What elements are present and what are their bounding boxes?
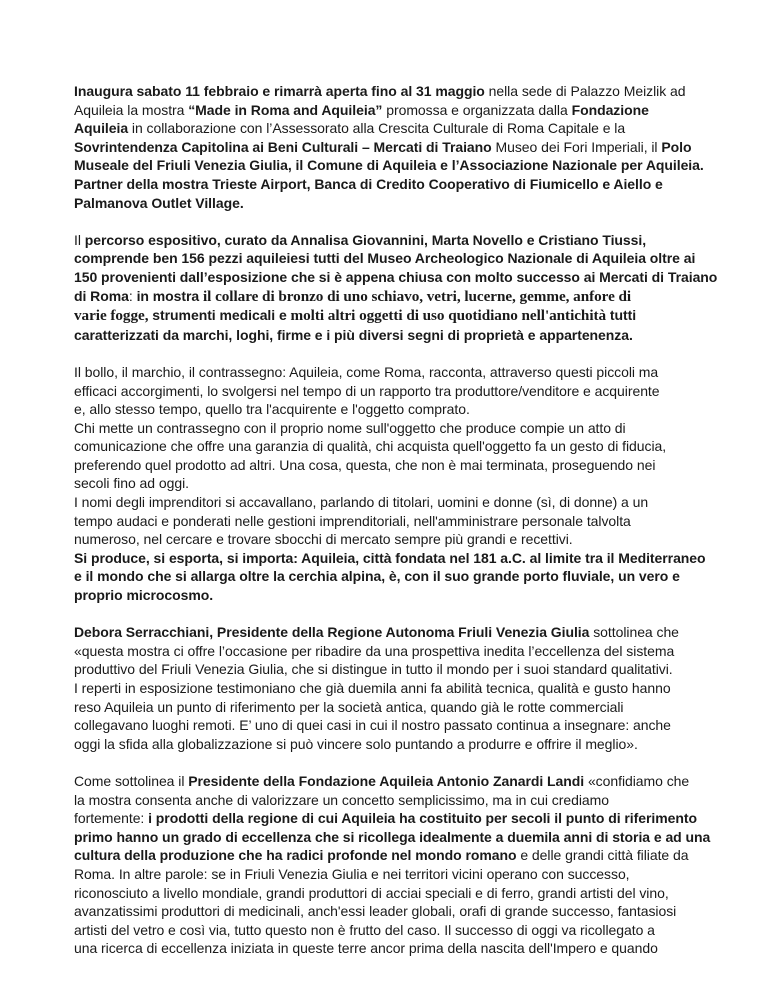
body-text: in collaborazione con l’Assessorato alla Crescita Culturale di Roma Capitale e la [128, 120, 626, 137]
body-text: Roma. In altre parole: se in Friuli Venezia Giulia e nei territori vicini operano con successo, [74, 865, 630, 882]
bold-text: Partner della mostra Trieste Airport, Banca di Credito Cooperativo di Fiumicello e Aiello e [74, 175, 663, 192]
text-line [74, 175, 712, 194]
body-text: comunicazione che offre una garanzia di qualità, chi acquista quell'oggetto fa un gesto di fiducia, [74, 438, 667, 455]
bold-text: “Made in Roma and Aquileia” [188, 101, 383, 118]
bold-text: Polo [661, 138, 692, 155]
paragraph-zanardi-quote [74, 772, 712, 958]
text-line [74, 865, 712, 884]
body-text: riconosciuto a livello mondiale, grandi produttori di acciai speciali e di ferro, grandi artisti del vino, [74, 884, 669, 901]
body-text: efficaci accorgimenti, lo svolgersi nel tempo di un rapporto tra produttore/venditore e acquirente [74, 382, 660, 399]
bold-text: percorso espositivo, curato da Annalisa Giovannini, Marta Novello e Cristiano Tiussi, [84, 231, 647, 248]
bold-text: proprio microcosmo. [74, 587, 214, 604]
bold-text: varie fogge, [74, 307, 149, 325]
text-line [74, 437, 712, 456]
text-line [74, 474, 712, 493]
body-text: : [128, 287, 137, 304]
bold-text: e il mondo che si allarga oltre la cerchia alpina, è, con il suo grande porto fluviale, un vero e [74, 568, 680, 585]
paragraph-stamp-history [74, 363, 712, 605]
paragraph-intro [74, 82, 712, 212]
body-text: «questa mostra ci offre l’occasione per ribadire da una prospettiva inedita l’eccellenza del sistema [74, 642, 675, 659]
paragraph-exhibition-route [74, 231, 718, 345]
text-line [74, 268, 718, 287]
text-line [74, 828, 712, 847]
bold-text: comprende ben 156 pezzi aquileiesi tutti del Museo Archeologico Nazionale di Aquileia oltre ai [74, 250, 696, 267]
text-line [74, 82, 712, 101]
text-line [74, 939, 712, 958]
bold-text: in mostra [136, 287, 203, 304]
body-text: produttivo del Friuli Venezia Giulia, che si distingue in tutto il mondo per i suoi standard qualitativi. [74, 661, 673, 678]
text-line [74, 306, 712, 326]
bold-text: di Roma [74, 287, 129, 304]
text-line [74, 809, 712, 828]
body-text: Museo dei Fori Imperiali, il [491, 138, 662, 155]
bold-text: caratterizzati da marchi, loghi, firme e i più diversi segni di proprietà e appartenenza. [74, 326, 633, 343]
paragraph-serracchiani-quote [74, 623, 712, 753]
bold-text: Debora Serracchiani, Presidente della Regione Autonoma Friuli Venezia Giulia [74, 624, 590, 641]
text-line [74, 921, 712, 940]
bold-text: Si produce, si esporta, si importa: Aquileia, città fondata nel 181 a.C. al limite tra il Mediterraneo [74, 549, 706, 566]
body-text: Come sottolinea il [74, 772, 189, 789]
text-line [74, 456, 712, 475]
body-text: fortemente: [74, 810, 149, 827]
body-text: promossa e organizzata dalla [382, 101, 572, 118]
text-line [74, 716, 712, 735]
body-text: Il [74, 231, 85, 248]
text-line [74, 530, 712, 549]
body-text: «confidiamo che [584, 772, 690, 789]
text-line [74, 493, 712, 512]
body-text: numeroso, nel cercare e trovare sbocchi di mercato sempre più grandi e recettivi. [74, 531, 573, 548]
body-text: Chi mette un contrassegno con il proprio nome sull'oggetto che produce compie un atto di [74, 419, 626, 436]
body-text: Il bollo, il marchio, il contrassegno: Aquileia, come Roma, racconta, attraverso questi piccoli ma [74, 363, 659, 380]
body-text: tempo audaci e ponderati nelle gestioni imprenditoriali, nell'amministrare personale talvolta [74, 512, 631, 529]
bold-text: tutti [606, 307, 637, 324]
text-line [74, 642, 712, 661]
text-line [74, 772, 712, 791]
text-line [74, 382, 712, 401]
text-line [74, 419, 712, 438]
bold-text: i prodotti della regione di cui Aquileia ha costituito per secoli il punto di riferimento [148, 810, 697, 827]
body-text: e, allo stesso tempo, quello tra l'acquirente e l'oggetto comprato. [74, 401, 470, 418]
document-page [74, 82, 718, 977]
text-line [74, 549, 712, 568]
text-line [74, 846, 712, 865]
text-line [74, 231, 712, 250]
text-line [74, 679, 712, 698]
text-line [74, 326, 712, 345]
bold-text: molti altri oggetti di uso quotidiano nell'antichità [290, 307, 607, 325]
bold-text: Palmanova Outlet Village. [74, 194, 244, 211]
text-line [74, 660, 712, 679]
text-line [74, 194, 712, 213]
body-text: reso Aquileia un punto di riferimento per la società antica, quando già le rotte commerciali [74, 698, 624, 715]
bold-text: cultura della produzione che ha radici profonde nel mondo romano [74, 847, 517, 864]
bold-text: Sovrintendenza Capitolina ai Beni Culturali – Mercati di Traiano [74, 138, 492, 155]
body-text: oggi la sfida alla globalizzazione si può vincere solo puntando a produrre e offrire il meglio». [74, 735, 638, 752]
text-line [74, 735, 712, 754]
bold-text: Inaugura sabato 11 febbraio e rimarrà aperta fino al 31 maggio [74, 83, 485, 99]
text-line [74, 884, 712, 903]
text-line [74, 287, 712, 307]
body-text: una ricerca di eccellenza iniziata in queste terre ancor prima della nascita dell'Impero e quando [74, 940, 658, 957]
bold-text: primo hanno un grado di eccellenza che si ricollega idealmente a duemila anni di storia e ad una [74, 828, 711, 845]
bold-text: 150 provenienti dall’esposizione che si è appena chiusa con molto successo ai Mercati di Traiano [74, 268, 718, 285]
bold-text: Museale del Friuli Venezia Giulia, il Comune di Aquileia e l’Associazione Nazionale per Aquileia. [74, 157, 704, 174]
text-line [74, 156, 712, 175]
text-line [74, 567, 712, 586]
body-text: e delle grandi città filiate da [516, 847, 689, 864]
text-line [74, 101, 712, 120]
text-line [74, 363, 712, 382]
body-text: Aquileia la mostra [74, 101, 189, 118]
body-text: secoli fino ad oggi. [74, 475, 189, 492]
text-line [74, 138, 712, 157]
bold-text: il collare di bronzo di uno schiavo, vetri, lucerne, gemme, anfore di [202, 287, 632, 305]
bold-text: Aquileia [74, 120, 129, 137]
text-line [74, 698, 712, 717]
body-text: I nomi degli imprenditori si accavallano, parlando di titolari, uomini e donne (sì, di donne) a un [74, 494, 649, 511]
bold-text: strumenti medicali e [148, 307, 291, 324]
text-line [74, 249, 712, 268]
body-text: artisti del vetro e così via, tutto questo non è frutto del caso. Il successo di oggi va ricollegato a [74, 921, 655, 938]
text-line [74, 586, 712, 605]
text-line [74, 512, 712, 531]
text-line [74, 119, 712, 138]
body-text: I reperti in esposizione testimoniano che già duemila anni fa abilità tecnica, qualità e gusto hanno [74, 680, 671, 696]
text-line [74, 400, 712, 419]
body-text: preferendo quel prodotto ad altri. Una cosa, questa, che non è mai terminata, proseguendo nei [74, 456, 656, 473]
body-text: la mostra consenta anche di valorizzare un concetto semplicissimo, ma in cui crediamo [74, 791, 609, 808]
body-text: collegavano luoghi remoti. E’ uno di quei casi in cui il nostro passato continua a insegnare: anche [74, 717, 671, 734]
text-line [74, 902, 712, 921]
text-line [74, 791, 712, 810]
body-text: avanzatissimi produttori di medicinali, anch'essi leader globali, orafi di grande successo, fantasiosi [74, 903, 677, 920]
body-text: sottolinea che [589, 624, 679, 641]
body-text: nella sede di Palazzo Meizlik ad [484, 83, 686, 99]
bold-text: Presidente della Fondazione Aquileia Antonio Zanardi Landi [188, 772, 585, 789]
bold-text: Fondazione [571, 101, 649, 118]
text-line [74, 623, 712, 642]
